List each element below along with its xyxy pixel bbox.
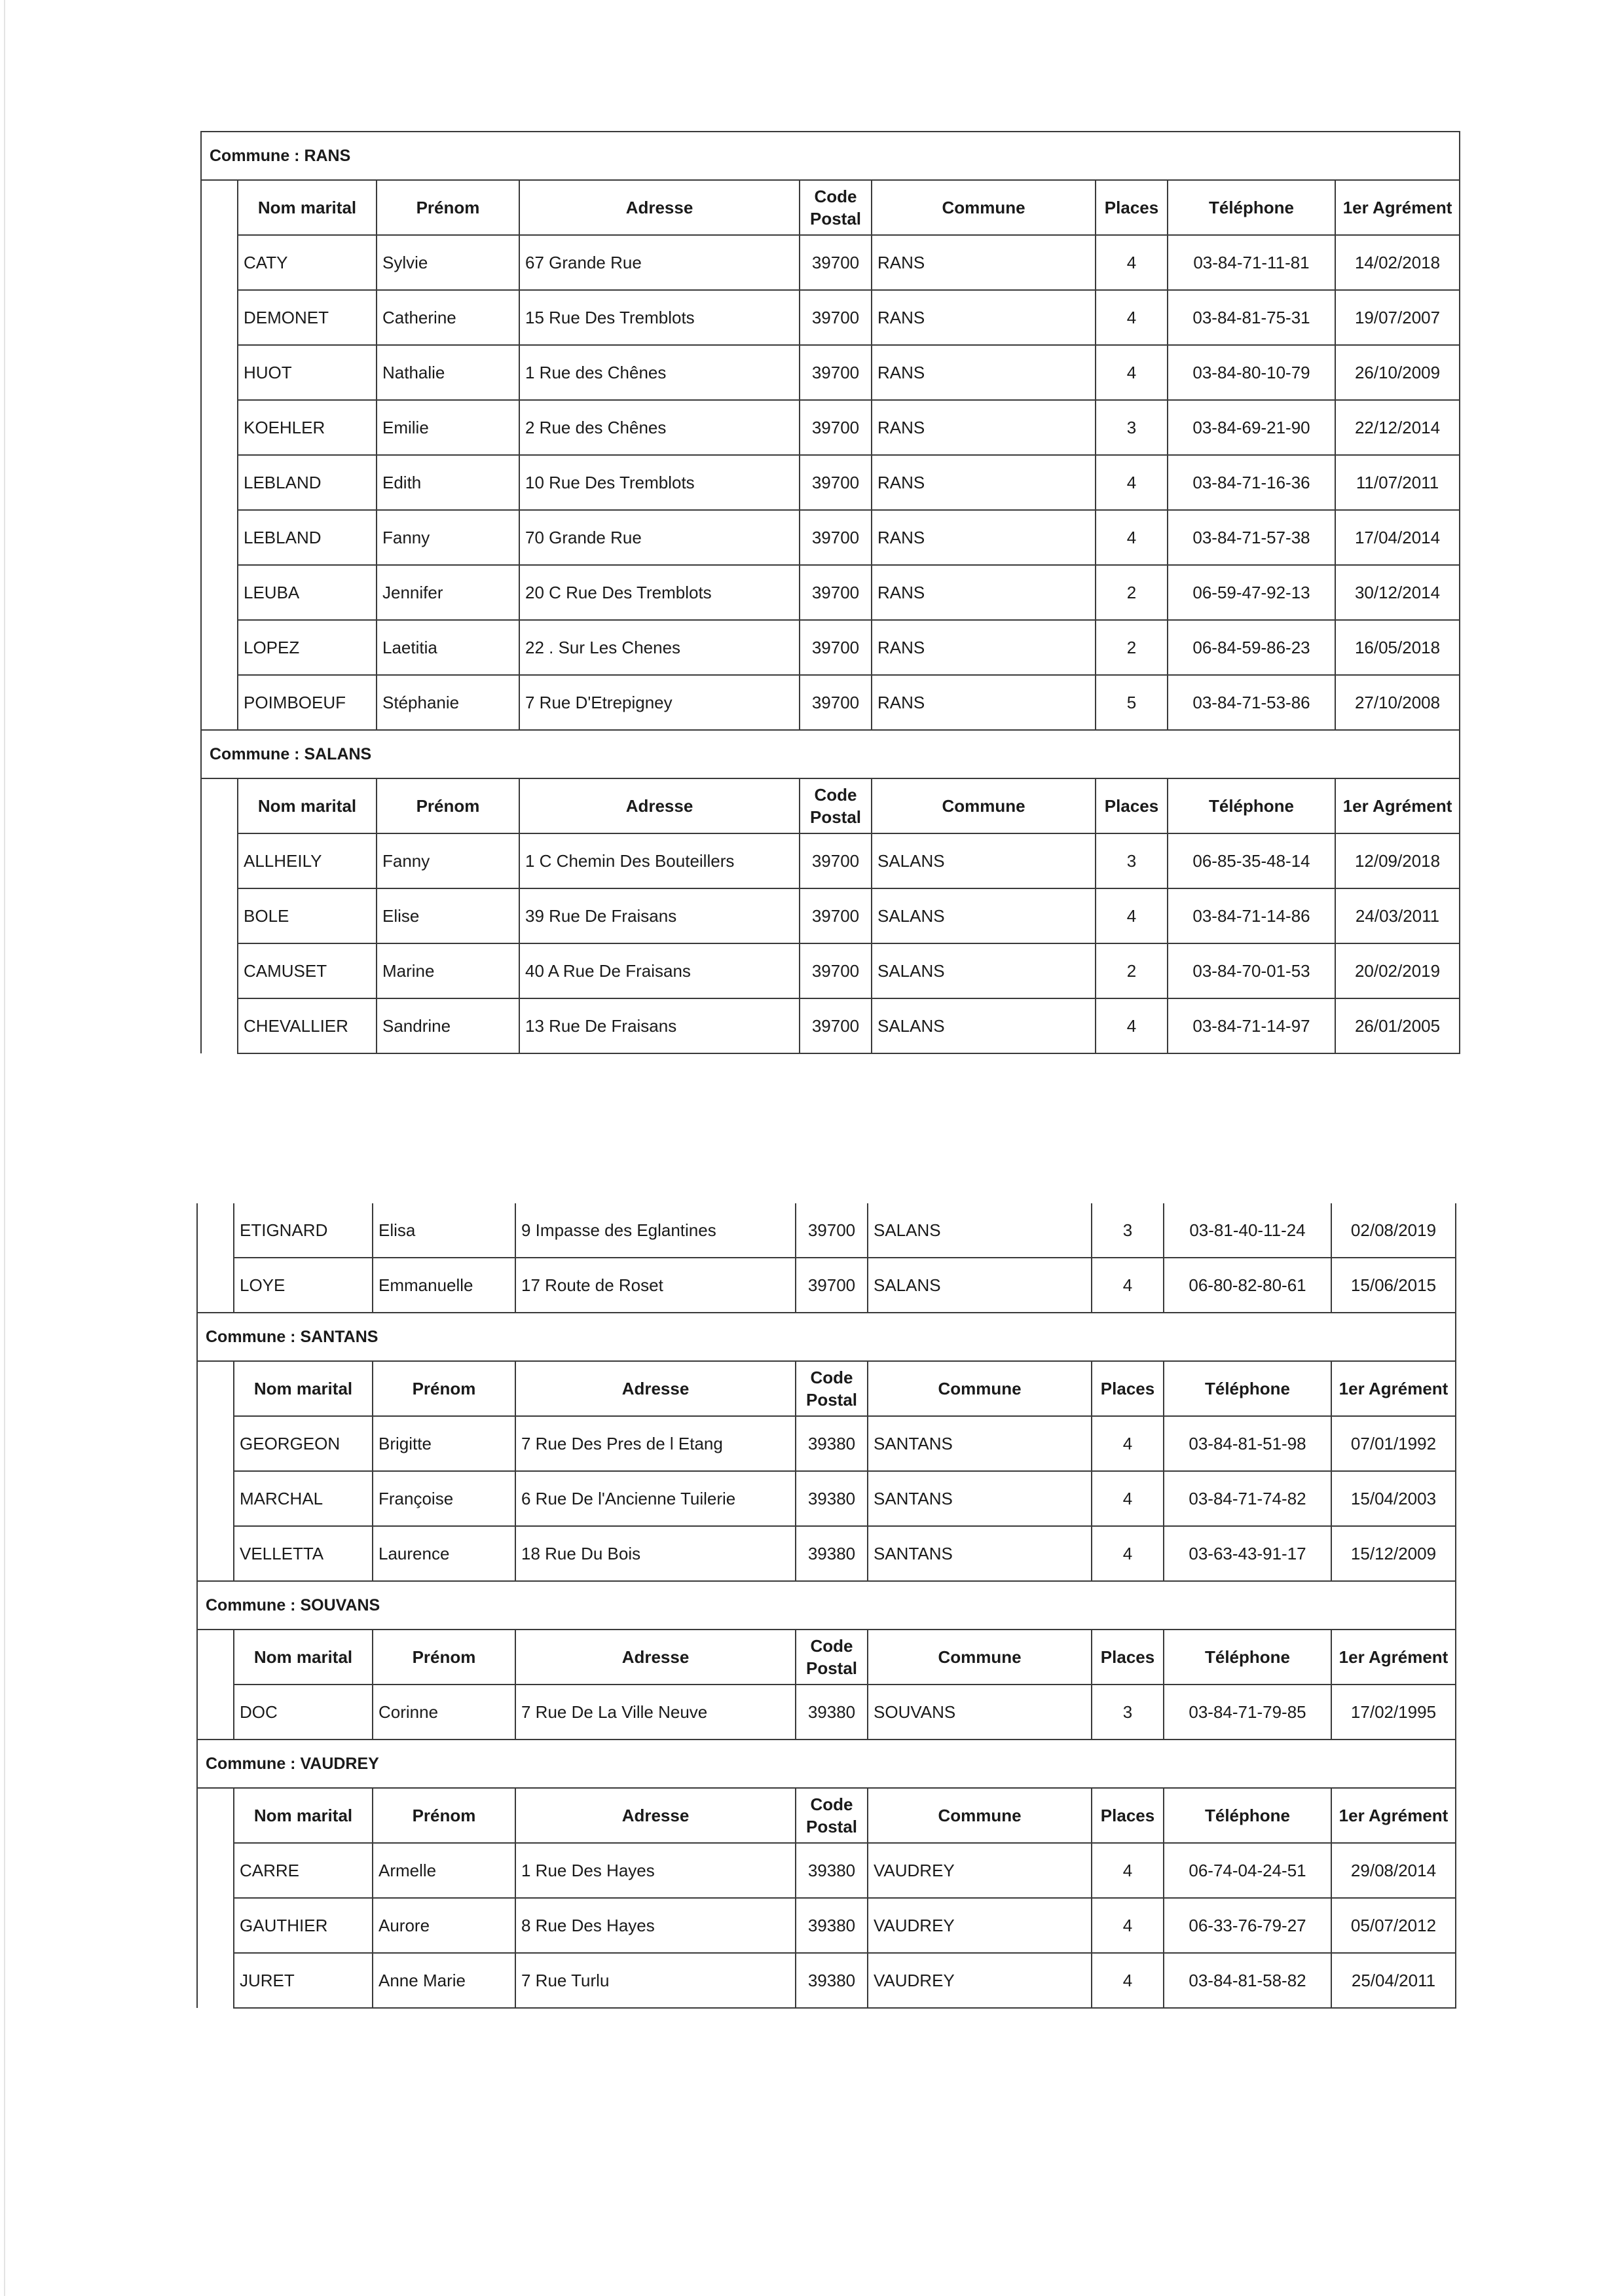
cell-commune: SALANS [872,943,1096,998]
row-spacer [201,943,238,998]
header-nom: Nom marital [234,1630,373,1685]
header-nom: Nom marital [238,180,377,235]
header-telephone: Téléphone [1168,778,1335,833]
cell-nom: LEBLAND [238,510,377,565]
cell-adresse: 2 Rue des Chênes [519,400,800,455]
header-prenom: Prénom [373,1630,515,1685]
header-places: Places [1092,1361,1164,1416]
cell-telephone: 03-81-40-11-24 [1164,1203,1331,1258]
cell-nom: LEUBA [238,565,377,620]
cell-code-postal: 39700 [800,888,872,943]
table-row [201,400,1460,455]
cell-places: 3 [1092,1685,1164,1740]
cell-agrement: 24/03/2011 [1335,888,1460,943]
commune-heading-row [197,1313,1456,1361]
column-header-row [197,1361,1456,1416]
cell-commune: SALANS [872,998,1096,1053]
cell-code-postal: 39700 [800,943,872,998]
row-spacer [197,1630,234,1685]
cell-telephone: 03-84-81-75-31 [1168,290,1335,345]
row-spacer [201,998,238,1053]
cell-places: 4 [1092,1953,1164,2008]
header-code-postal: Code Postal [796,1361,868,1416]
cell-prenom: Catherine [377,290,519,345]
row-spacer [201,180,238,235]
table-row [201,455,1460,510]
cell-telephone: 03-84-71-53-86 [1168,675,1335,730]
row-spacer [197,1843,234,1898]
cell-adresse: 15 Rue Des Tremblots [519,290,800,345]
cell-commune: SANTANS [868,1526,1092,1581]
cell-telephone: 03-84-81-58-82 [1164,1953,1331,2008]
table-row [197,1526,1456,1581]
page1-table [200,131,1460,1054]
cell-adresse: 7 Rue D'Etrepigney [519,675,800,730]
table-row [197,1898,1456,1953]
page2-table [196,1203,1456,2009]
row-spacer [197,1685,234,1740]
cell-telephone: 06-74-04-24-51 [1164,1843,1331,1898]
header-prenom: Prénom [377,180,519,235]
cell-agrement: 25/04/2011 [1331,1953,1456,2008]
cell-code-postal: 39380 [796,1898,868,1953]
table-row [197,1843,1456,1898]
cell-telephone: 03-84-81-51-98 [1164,1416,1331,1471]
cell-commune: RANS [872,675,1096,730]
cell-code-postal: 39700 [800,998,872,1053]
cell-prenom: Marine [377,943,519,998]
cell-adresse: 1 C Chemin Des Bouteillers [519,833,800,888]
cell-commune: SALANS [872,833,1096,888]
cell-places: 4 [1096,510,1168,565]
cell-nom: ALLHEILY [238,833,377,888]
cell-adresse: 8 Rue Des Hayes [515,1898,796,1953]
header-places: Places [1096,180,1168,235]
cell-code-postal: 39380 [796,1416,868,1471]
cell-nom: CATY [238,235,377,290]
cell-prenom: Elise [377,888,519,943]
cell-places: 4 [1096,455,1168,510]
cell-adresse: 7 Rue Des Pres de l Etang [515,1416,796,1471]
header-telephone: Téléphone [1164,1630,1331,1685]
cell-adresse: 67 Grande Rue [519,235,800,290]
cell-nom: MARCHAL [234,1471,373,1526]
header-adresse: Adresse [519,180,800,235]
cell-telephone: 06-80-82-80-61 [1164,1258,1331,1313]
cell-nom: CARRE [234,1843,373,1898]
table-row [201,888,1460,943]
cell-agrement: 14/02/2018 [1335,235,1460,290]
cell-agrement: 15/04/2003 [1331,1471,1456,1526]
header-places: Places [1092,1630,1164,1685]
header-adresse: Adresse [515,1630,796,1685]
cell-commune: VAUDREY [868,1898,1092,1953]
column-header-row [197,1630,1456,1685]
cell-adresse: 7 Rue Turlu [515,1953,796,2008]
cell-places: 3 [1096,400,1168,455]
cell-commune: SOUVANS [868,1685,1092,1740]
cell-telephone: 03-84-71-11-81 [1168,235,1335,290]
cell-adresse: 9 Impasse des Eglantines [515,1203,796,1258]
row-spacer [201,620,238,675]
cell-prenom: Anne Marie [373,1953,515,2008]
cell-nom: ETIGNARD [234,1203,373,1258]
row-spacer [201,290,238,345]
cell-commune: SANTANS [868,1416,1092,1471]
cell-code-postal: 39700 [800,455,872,510]
cell-agrement: 05/07/2012 [1331,1898,1456,1953]
table-row [201,943,1460,998]
cell-commune: RANS [872,235,1096,290]
cell-places: 3 [1096,833,1168,888]
cell-adresse: 40 A Rue De Fraisans [519,943,800,998]
cell-agrement: 30/12/2014 [1335,565,1460,620]
cell-code-postal: 39380 [796,1526,868,1581]
cell-agrement: 07/01/1992 [1331,1416,1456,1471]
commune-heading: Commune : SALANS [201,730,1460,778]
cell-nom: DEMONET [238,290,377,345]
cell-prenom: Françoise [373,1471,515,1526]
header-commune: Commune [872,180,1096,235]
cell-places: 2 [1096,620,1168,675]
cell-adresse: 17 Route de Roset [515,1258,796,1313]
cell-prenom: Armelle [373,1843,515,1898]
cell-agrement: 17/04/2014 [1335,510,1460,565]
cell-commune: RANS [872,565,1096,620]
cell-places: 4 [1092,1843,1164,1898]
cell-agrement: 15/06/2015 [1331,1258,1456,1313]
cell-adresse: 1 Rue des Chênes [519,345,800,400]
cell-nom: JURET [234,1953,373,2008]
header-prenom: Prénom [373,1361,515,1416]
header-places: Places [1096,778,1168,833]
row-spacer [197,1258,234,1313]
cell-prenom: Emmanuelle [373,1258,515,1313]
header-code-postal: Code Postal [796,1788,868,1843]
cell-places: 4 [1096,290,1168,345]
row-spacer [197,1953,234,2008]
table-row [201,833,1460,888]
cell-adresse: 39 Rue De Fraisans [519,888,800,943]
header-telephone: Téléphone [1168,180,1335,235]
cell-prenom: Sandrine [377,998,519,1053]
commune-heading-row [201,132,1460,180]
table-row [201,565,1460,620]
cell-agrement: 26/01/2005 [1335,998,1460,1053]
cell-prenom: Nathalie [377,345,519,400]
header-prenom: Prénom [377,778,519,833]
table-row [197,1471,1456,1526]
table-row [201,290,1460,345]
cell-prenom: Stéphanie [377,675,519,730]
cell-commune: RANS [872,345,1096,400]
header-code-postal: Code Postal [796,1630,868,1685]
cell-agrement: 15/12/2009 [1331,1526,1456,1581]
header-prenom: Prénom [373,1788,515,1843]
table-row [197,1953,1456,2008]
cell-nom: POIMBOEUF [238,675,377,730]
header-adresse: Adresse [515,1788,796,1843]
cell-code-postal: 39700 [800,833,872,888]
cell-code-postal: 39380 [796,1471,868,1526]
cell-agrement: 12/09/2018 [1335,833,1460,888]
table-row [201,620,1460,675]
commune-heading: Commune : SOUVANS [197,1581,1456,1630]
cell-telephone: 03-84-70-01-53 [1168,943,1335,998]
header-nom: Nom marital [238,778,377,833]
cell-nom: GAUTHIER [234,1898,373,1953]
cell-nom: BOLE [238,888,377,943]
cell-code-postal: 39700 [800,290,872,345]
cell-telephone: 06-84-59-86-23 [1168,620,1335,675]
cell-places: 2 [1096,565,1168,620]
cell-code-postal: 39380 [796,1843,868,1898]
cell-agrement: 11/07/2011 [1335,455,1460,510]
table-row [201,998,1460,1053]
cell-prenom: Aurore [373,1898,515,1953]
row-spacer [197,1526,234,1581]
cell-agrement: 26/10/2009 [1335,345,1460,400]
row-spacer [201,888,238,943]
row-spacer [197,1361,234,1416]
header-agrement: 1er Agrément [1335,180,1460,235]
header-telephone: Téléphone [1164,1361,1331,1416]
cell-commune: RANS [872,455,1096,510]
cell-agrement: 17/02/1995 [1331,1685,1456,1740]
cell-prenom: Brigitte [373,1416,515,1471]
cell-prenom: Corinne [373,1685,515,1740]
cell-telephone: 03-84-71-79-85 [1164,1685,1331,1740]
cell-nom: DOC [234,1685,373,1740]
column-header-row [201,180,1460,235]
row-spacer [197,1416,234,1471]
cell-places: 5 [1096,675,1168,730]
cell-places: 4 [1092,1258,1164,1313]
cell-places: 4 [1092,1898,1164,1953]
cell-nom: HUOT [238,345,377,400]
cell-adresse: 6 Rue De l'Ancienne Tuilerie [515,1471,796,1526]
row-spacer [201,565,238,620]
cell-prenom: Jennifer [377,565,519,620]
cell-telephone: 06-85-35-48-14 [1168,833,1335,888]
cell-code-postal: 39700 [796,1203,868,1258]
cell-telephone: 03-84-71-74-82 [1164,1471,1331,1526]
cell-places: 4 [1092,1526,1164,1581]
row-spacer [197,1788,234,1843]
cell-adresse: 70 Grande Rue [519,510,800,565]
table-row [201,345,1460,400]
header-commune: Commune [872,778,1096,833]
cell-code-postal: 39700 [800,400,872,455]
cell-commune: SALANS [868,1203,1092,1258]
cell-nom: CHEVALLIER [238,998,377,1053]
cell-prenom: Elisa [373,1203,515,1258]
row-spacer [201,675,238,730]
header-code-postal: Code Postal [800,180,872,235]
cell-commune: SALANS [868,1258,1092,1313]
cell-agrement: 02/08/2019 [1331,1203,1456,1258]
cell-nom: CAMUSET [238,943,377,998]
commune-heading: Commune : SANTANS [197,1313,1456,1361]
cell-places: 4 [1096,888,1168,943]
cell-prenom: Emilie [377,400,519,455]
cell-prenom: Sylvie [377,235,519,290]
scan-edge [4,0,5,2296]
cell-adresse: 1 Rue Des Hayes [515,1843,796,1898]
row-spacer [201,235,238,290]
cell-code-postal: 39700 [800,620,872,675]
cell-code-postal: 39700 [800,345,872,400]
cell-commune: SANTANS [868,1471,1092,1526]
cell-places: 3 [1092,1203,1164,1258]
cell-nom: KOEHLER [238,400,377,455]
cell-adresse: 20 C Rue Des Tremblots [519,565,800,620]
cell-nom: GEORGEON [234,1416,373,1471]
header-agrement: 1er Agrément [1331,1361,1456,1416]
cell-commune: VAUDREY [868,1843,1092,1898]
cell-code-postal: 39700 [800,235,872,290]
row-spacer [201,833,238,888]
header-commune: Commune [868,1361,1092,1416]
column-header-row [201,778,1460,833]
cell-telephone: 03-84-71-14-86 [1168,888,1335,943]
cell-nom: LEBLAND [238,455,377,510]
commune-heading-row [201,730,1460,778]
commune-heading: Commune : RANS [201,132,1460,180]
cell-commune: SALANS [872,888,1096,943]
cell-telephone: 03-63-43-91-17 [1164,1526,1331,1581]
cell-commune: RANS [872,510,1096,565]
header-agrement: 1er Agrément [1331,1788,1456,1843]
commune-heading: Commune : VAUDREY [197,1740,1456,1788]
cell-places: 2 [1096,943,1168,998]
cell-places: 4 [1092,1471,1164,1526]
cell-commune: RANS [872,290,1096,345]
header-commune: Commune [868,1630,1092,1685]
row-spacer [201,510,238,565]
row-spacer [201,455,238,510]
cell-agrement: 22/12/2014 [1335,400,1460,455]
cell-adresse: 10 Rue Des Tremblots [519,455,800,510]
header-commune: Commune [868,1788,1092,1843]
cell-places: 4 [1092,1416,1164,1471]
cell-nom: LOPEZ [238,620,377,675]
row-spacer [197,1471,234,1526]
header-agrement: 1er Agrément [1331,1630,1456,1685]
cell-code-postal: 39700 [796,1258,868,1313]
cell-nom: LOYE [234,1258,373,1313]
cell-adresse: 7 Rue De La Ville Neuve [515,1685,796,1740]
commune-heading-row [197,1740,1456,1788]
cell-agrement: 19/07/2007 [1335,290,1460,345]
cell-telephone: 06-59-47-92-13 [1168,565,1335,620]
table-row [201,235,1460,290]
cell-code-postal: 39380 [796,1685,868,1740]
cell-adresse: 13 Rue De Fraisans [519,998,800,1053]
cell-telephone: 06-33-76-79-27 [1164,1898,1331,1953]
cell-telephone: 03-84-80-10-79 [1168,345,1335,400]
row-spacer [197,1898,234,1953]
cell-places: 4 [1096,998,1168,1053]
cell-telephone: 03-84-71-14-97 [1168,998,1335,1053]
row-spacer [197,1203,234,1258]
cell-code-postal: 39700 [800,675,872,730]
cell-prenom: Laurence [373,1526,515,1581]
header-places: Places [1092,1788,1164,1843]
cell-adresse: 18 Rue Du Bois [515,1526,796,1581]
header-adresse: Adresse [515,1361,796,1416]
header-agrement: 1er Agrément [1335,778,1460,833]
header-adresse: Adresse [519,778,800,833]
column-header-row [197,1788,1456,1843]
cell-code-postal: 39700 [800,565,872,620]
table-row [197,1258,1456,1313]
cell-prenom: Fanny [377,833,519,888]
cell-telephone: 03-84-71-57-38 [1168,510,1335,565]
row-spacer [201,400,238,455]
cell-adresse: 22 . Sur Les Chenes [519,620,800,675]
table-row [197,1685,1456,1740]
cell-agrement: 20/02/2019 [1335,943,1460,998]
table-row [197,1416,1456,1471]
cell-telephone: 03-84-69-21-90 [1168,400,1335,455]
cell-agrement: 29/08/2014 [1331,1843,1456,1898]
cell-telephone: 03-84-71-16-36 [1168,455,1335,510]
cell-places: 4 [1096,235,1168,290]
table-row [201,510,1460,565]
cell-nom: VELLETTA [234,1526,373,1581]
cell-commune: VAUDREY [868,1953,1092,2008]
table-row [197,1203,1456,1258]
cell-agrement: 27/10/2008 [1335,675,1460,730]
cell-code-postal: 39700 [800,510,872,565]
row-spacer [201,345,238,400]
cell-code-postal: 39380 [796,1953,868,2008]
cell-places: 4 [1096,345,1168,400]
cell-commune: RANS [872,400,1096,455]
header-code-postal: Code Postal [800,778,872,833]
table-row [201,675,1460,730]
cell-prenom: Edith [377,455,519,510]
cell-prenom: Fanny [377,510,519,565]
header-nom: Nom marital [234,1788,373,1843]
commune-heading-row [197,1581,1456,1630]
header-nom: Nom marital [234,1361,373,1416]
cell-commune: RANS [872,620,1096,675]
header-telephone: Téléphone [1164,1788,1331,1843]
cell-prenom: Laetitia [377,620,519,675]
row-spacer [201,778,238,833]
cell-agrement: 16/05/2018 [1335,620,1460,675]
